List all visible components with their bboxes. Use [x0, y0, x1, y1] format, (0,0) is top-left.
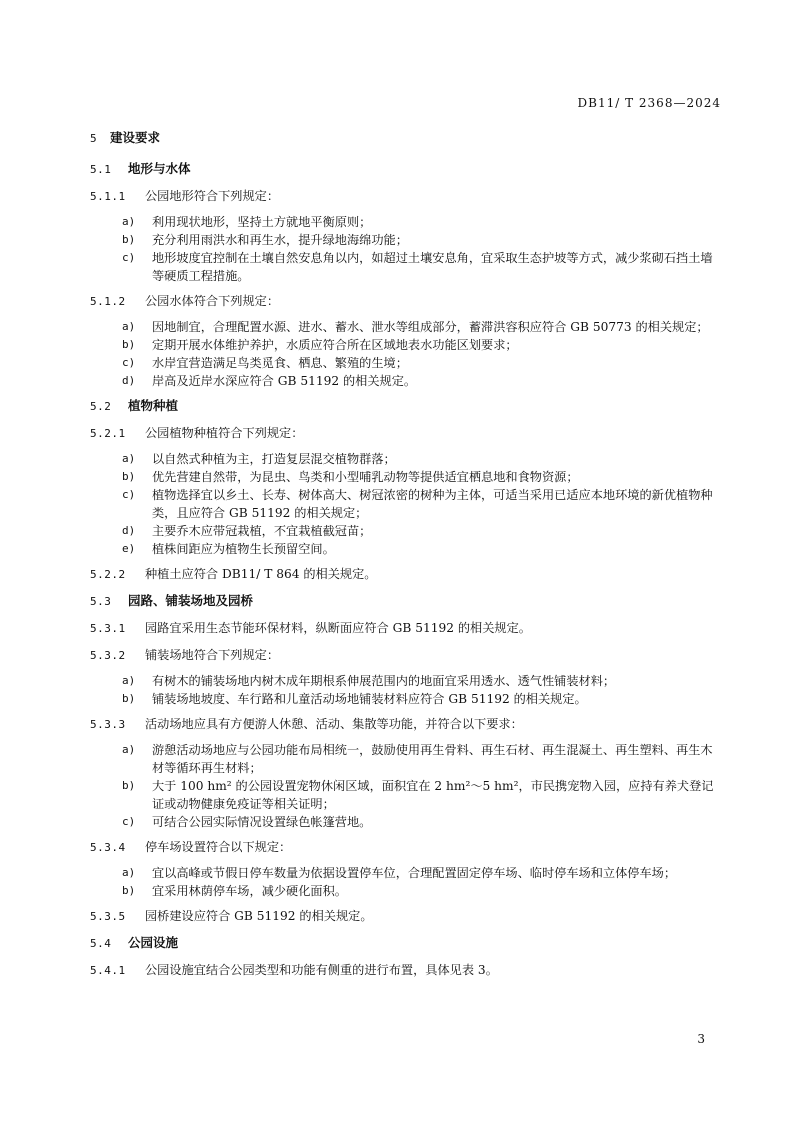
item-text: 植株间距应为植物生长预留空间。 — [152, 542, 335, 556]
item-text: 大于 100 hm² 的公园设置宠物休闲区域，面积宜在 2 hm²～5 hm²，市民携宠物入园，应持有养犬登记证或动物健康免疫证等相关证明； — [152, 779, 714, 811]
item-label: c) — [122, 815, 136, 828]
item-text: 充分利用雨洪水和再生水，提升绿地海绵功能； — [152, 233, 408, 247]
item-label: b) — [122, 692, 136, 705]
list-item — [122, 672, 720, 690]
section-number: 5 — [90, 132, 98, 145]
clause-5-3-3 — [90, 714, 720, 735]
item-label: a) — [122, 452, 136, 465]
section-5-1-heading — [90, 159, 720, 180]
item-label: a) — [122, 674, 136, 687]
clause-5-3-4 — [90, 837, 720, 858]
item-text: 宜采用林荫停车场，减少硬化面积。 — [152, 884, 347, 898]
list-item — [122, 354, 720, 372]
item-label: a) — [122, 215, 136, 228]
section-5-2-heading — [90, 396, 720, 417]
item-label: c) — [122, 488, 136, 501]
document-code-header: DB11/ T 2368—2024 — [577, 96, 721, 110]
page-number: 3 — [697, 1032, 705, 1046]
clause-number: 5.3.1 — [90, 622, 126, 635]
clause-number: 5.2.2 — [90, 568, 126, 581]
section-number: 5.2 — [90, 400, 112, 413]
clause-5-3-2 — [90, 645, 720, 666]
item-text: 因地制宜，合理配置水源、进水、蓄水、泄水等组成部分，蓄滞洪容积应符合 GB 50773 的相关规定； — [152, 320, 709, 334]
item-label: d) — [122, 374, 136, 387]
item-label: d) — [122, 524, 136, 537]
clause-5-1-2 — [90, 291, 720, 312]
clause-number: 5.3.2 — [90, 649, 126, 662]
item-text: 地形坡度宜控制在土壤自然安息角以内，如超过土壤安息角，宜采取生态护坡等方式，减少浆砌石挡土墙等硬质工程措施。 — [152, 251, 713, 283]
item-text: 植物选择宜以乡土、长寿、树体高大、树冠浓密的树种为主体，可适当采用已适应本地环境的新优植物种类，且应符合 GB 51192 的相关规定； — [152, 488, 713, 520]
item-text: 主要乔木应带冠栽植，不宜栽植截冠苗； — [152, 524, 372, 538]
clause-5-2-2 — [90, 564, 720, 585]
clause-text: 园路宜采用生态节能环保材料，纵断面应符合 GB 51192 的相关规定。 — [145, 621, 531, 635]
section-title: 建设要求 — [110, 130, 161, 145]
item-text: 有树木的铺装场地内树木成年期根系伸展范围内的地面宜采用透水、透气性铺装材料； — [152, 674, 616, 688]
list-item — [122, 813, 720, 831]
clause-number: 5.4.1 — [90, 964, 126, 977]
clause-5-2-1 — [90, 423, 720, 444]
list-item — [122, 336, 720, 354]
section-5-4-heading — [90, 933, 720, 954]
item-text: 优先营建自然带，为昆虫、鸟类和小型哺乳动物等提供适宜栖息地和食物资源； — [152, 470, 579, 484]
item-text: 岸高及近岸水深应符合 GB 51192 的相关规定。 — [152, 374, 417, 388]
item-label: b) — [122, 470, 136, 483]
item-text: 游憩活动场地应与公园功能布局相统一，鼓励使用再生骨料、再生石材、再生混凝土、再生塑料、再生木材等循环再生材料； — [152, 743, 713, 775]
list-item — [122, 777, 720, 813]
list-item — [122, 690, 720, 708]
item-text: 定期开展水体维护养护，水质应符合所在区域地表水功能区划要求； — [152, 338, 518, 352]
list-item — [122, 540, 720, 558]
item-text: 铺装场地坡度、车行路和儿童活动场地铺装材料应符合 GB 51192 的相关规定。 — [152, 692, 587, 706]
item-text: 利用现状地形，坚持土方就地平衡原则； — [152, 215, 372, 229]
item-label: b) — [122, 338, 136, 351]
clause-5-1-1 — [90, 186, 720, 207]
item-label: b) — [122, 233, 136, 246]
clause-number: 5.3.3 — [90, 718, 126, 731]
item-label: c) — [122, 356, 136, 369]
clause-5-4-1 — [90, 960, 720, 981]
section-5-3-heading — [90, 591, 720, 612]
section-number: 5.1 — [90, 163, 112, 176]
item-label: a) — [122, 743, 136, 756]
item-label: a) — [122, 320, 136, 333]
section-title: 地形与水体 — [128, 161, 191, 176]
clause-number: 5.3.4 — [90, 841, 126, 854]
clause-text: 公园水体符合下列规定： — [145, 294, 280, 308]
section-5-heading — [90, 128, 720, 149]
clause-text: 种植土应符合 DB11/ T 864 的相关规定。 — [145, 567, 377, 581]
list-item — [122, 249, 720, 285]
list-item — [122, 318, 720, 336]
item-text: 以自然式种植为主，打造复层混交植物群落； — [152, 452, 396, 466]
list-item — [122, 882, 720, 900]
list-item — [122, 522, 720, 540]
clause-text: 铺装场地符合下列规定： — [145, 648, 280, 662]
clause-text: 公园地形符合下列规定： — [145, 189, 280, 203]
item-text: 水岸宜营造满足鸟类觅食、栖息、繁殖的生境； — [152, 356, 408, 370]
section-title: 公园设施 — [128, 935, 179, 950]
clause-5-3-1 — [90, 618, 720, 639]
clause-number: 5.1.1 — [90, 190, 126, 203]
item-text: 可结合公园实际情况设置绿色帐篷营地。 — [152, 815, 372, 829]
item-label: e) — [122, 542, 136, 555]
clause-number: 5.3.5 — [90, 910, 126, 923]
list-item — [122, 450, 720, 468]
item-label: b) — [122, 779, 136, 792]
list-item — [122, 213, 720, 231]
item-label: b) — [122, 884, 136, 897]
list-item — [122, 741, 720, 777]
section-title: 植物种植 — [128, 398, 179, 413]
clause-number: 5.2.1 — [90, 427, 126, 440]
list-item — [122, 372, 720, 390]
clause-text: 公园设施宜结合公园类型和功能有侧重的进行布置，具体见表 3。 — [145, 963, 498, 977]
item-text: 宜以高峰或节假日停车数量为依据设置停车位，合理配置固定停车场、临时停车场和立体停车场； — [152, 866, 677, 880]
clause-text: 园桥建设应符合 GB 51192 的相关规定。 — [145, 909, 373, 923]
item-label: a) — [122, 866, 136, 879]
clause-text: 停车场设置符合以下规定： — [145, 840, 292, 854]
list-item — [122, 231, 720, 249]
page-content — [90, 128, 720, 981]
clause-number: 5.1.2 — [90, 295, 126, 308]
section-number: 5.3 — [90, 595, 112, 608]
section-number: 5.4 — [90, 937, 112, 950]
list-item — [122, 468, 720, 486]
clause-text: 公园植物种植符合下列规定： — [145, 426, 304, 440]
list-item — [122, 864, 720, 882]
clause-5-3-5 — [90, 906, 720, 927]
section-title: 园路、铺装场地及园桥 — [128, 593, 254, 608]
item-label: c) — [122, 251, 136, 264]
list-item — [122, 486, 720, 522]
clause-text: 活动场地应具有方便游人休憩、活动、集散等功能，并符合以下要求： — [145, 717, 523, 731]
